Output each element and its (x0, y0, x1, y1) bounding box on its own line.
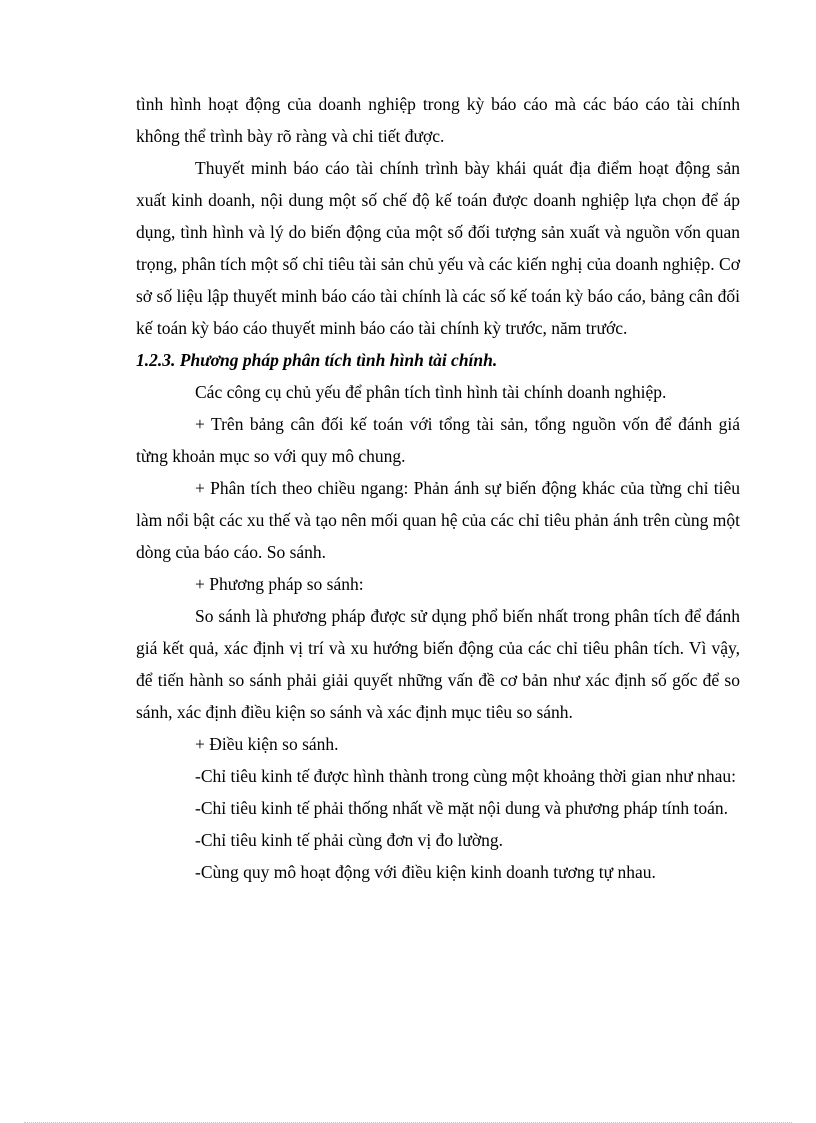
paragraph-7: So sánh là phương pháp được sử dụng phổ biến nhất trong phân tích để đánh giá kết quả, xác định vị trí và xu hướng biến động của các chỉ tiêu phân tích. Vì vậy, để tiến hành so sánh phải giải quyết những vấn đề cơ bản như xác định số gốc để so sánh, xác định điều kiện so sánh và xác định mục tiêu so sánh. (136, 606, 740, 722)
paragraph-9: -Chỉ tiêu kinh tế được hình thành trong cùng một khoảng thời gian như nhau: (195, 766, 737, 786)
paragraph-4: + Trên bảng cân đối kế toán với tổng tài sản, tổng nguồn vốn để đánh giá từng khoản mục so với quy mô chung. (136, 414, 740, 466)
paragraph-11: -Chỉ tiêu kinh tế phải cùng đơn vị đo lường. (195, 830, 503, 850)
paragraph-2: Thuyết minh báo cáo tài chính trình bày khái quát địa điểm hoạt động sản xuất kinh doanh, nội dung một số chế độ kế toán được doanh nghiệp lựa chọn để áp dụng, tình hình và lý do biến động của một số đối tượng sản xuất và nguồn vốn quan trọng, phân tích một số chỉ tiêu tài sản chủ yếu và các kiến nghị của doanh nghiệp. Cơ sở số liệu lập thuyết minh báo cáo tài chính là các số kế toán kỳ báo cáo, bảng cân đối kế toán kỳ báo cáo thuyết minh báo cáo tài chính kỳ trước, năm trước. (136, 158, 740, 338)
paragraph-3: Các công cụ chủ yếu để phân tích tình hình tài chính doanh nghiệp. (195, 382, 667, 402)
paragraph-12: -Cùng quy mô hoạt động với điều kiện kinh doanh tương tự nhau. (195, 862, 656, 882)
paragraph-10: -Chỉ tiêu kinh tế phải thống nhất về mặt nội dung và phương pháp tính toán. (195, 798, 728, 818)
paragraph-6: + Phương pháp so sánh: (195, 574, 364, 594)
section-heading: 1.2.3. Phương pháp phân tích tình hình tài chính. (136, 350, 498, 370)
document-body (136, 88, 740, 888)
paragraph-1: tình hình hoạt động của doanh nghiệp trong kỳ báo cáo mà các báo cáo tài chính không thể trình bày rõ ràng và chi tiết được. (136, 94, 740, 146)
paragraph-8: + Điều kiện so sánh. (195, 734, 339, 754)
paragraph-5: + Phân tích theo chiều ngang: Phản ánh sự biến động khác của từng chỉ tiêu làm nổi bật các xu thế và tạo nên mối quan hệ của các chỉ tiêu phản ánh trên cùng một dòng của báo cáo. So sánh. (136, 478, 740, 562)
